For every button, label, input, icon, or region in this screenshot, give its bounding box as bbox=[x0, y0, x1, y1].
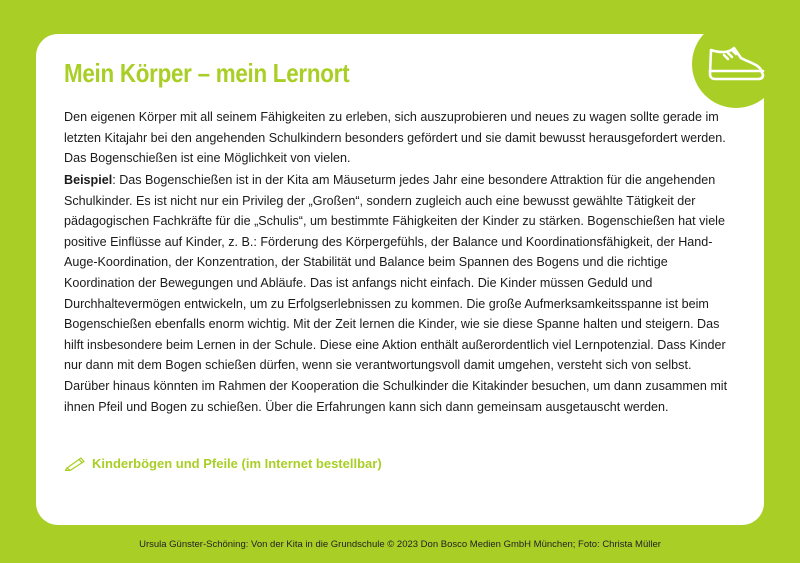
material-link[interactable] bbox=[64, 455, 382, 471]
example-paragraph bbox=[64, 170, 736, 417]
example-label: Beispiel bbox=[64, 172, 113, 187]
pencil-icon bbox=[64, 455, 86, 471]
material-link-label: Kinderbögen und Pfeile (im Internet bestellbar) bbox=[92, 455, 382, 471]
shoe-badge bbox=[692, 20, 780, 108]
intro-paragraph: Den eigenen Körper mit all seinem Fähigkeiten zu erleben, sich auszuprobieren und neues zu wagen sollte gerade im letzten Kitajahr bei den angehenden Schulkindern besonders gefördert und sie damit bewusst herausgefordert werden. Das Bogenschießen ist eine Möglichkeit von vielen. bbox=[64, 109, 726, 166]
page-title: Mein Körper – mein Lernort bbox=[64, 58, 350, 88]
shoe-icon bbox=[706, 42, 766, 86]
example-text: : Das Bogenschießen ist in der Kita am Mäuseturm jedes Jahr eine besondere Attraktion für die angehenden Schulkinder. Es ist nicht nur ein Privileg der „Großen“, sondern zugleich auch eine bewusst gewählte Tätigkeit der pädagogischen Fachkräfte für die „Schulis“, um bestimmte Fähigkeiten der Kinder zu stärken. Bogenschießen hat viele positive Einflüsse auf Kinder, z. B.: Förderung des Körpergefühls, der Balance und Koordinationsfähigkeit, der Hand-Auge-Koordination, der Konzentration, der Stabilität und Balance beim Spannen des Bogens und die richtige Koordination der Bewegungen und Abläufe. Das ist anfangs nicht einfach. Die Kinder müssen Geduld und Durchhaltevermögen entwickeln, um zu Erfolgserlebnissen zu kommen. Die große Aufmerksamkeitsspanne ist beim Bogenschießen ebenfalls enorm wichtig. Mit der Zeit lernen die Kinder, wie sie diese Spanne halten und steigern. Das hilft insbesondere beim Lernen in der Schule. Diese eine Aktion enthält außerordentlich viel Lernpotenzial. Dass Kinder nur dann mit dem Bogen schießen dürfen, wenn sie verantwortungsvoll damit umgehen, versteht sich von selbst. Darüber hinaus könnten im Rahmen der Kooperation die Schulkinder die Kitakinder besuchen, um dann zusammen mit ihnen Pfeil und Bogen zu schießen. Über die Erfahrungen kann sich dann gemeinsam ausgetauscht werden. bbox=[64, 172, 728, 414]
footer-credit: Ursula Günster-Schöning: Von der Kita in die Grundschule © 2023 Don Bosco Medien GmbH München; Foto: Christa Müller bbox=[139, 539, 661, 550]
content-card bbox=[36, 34, 764, 525]
